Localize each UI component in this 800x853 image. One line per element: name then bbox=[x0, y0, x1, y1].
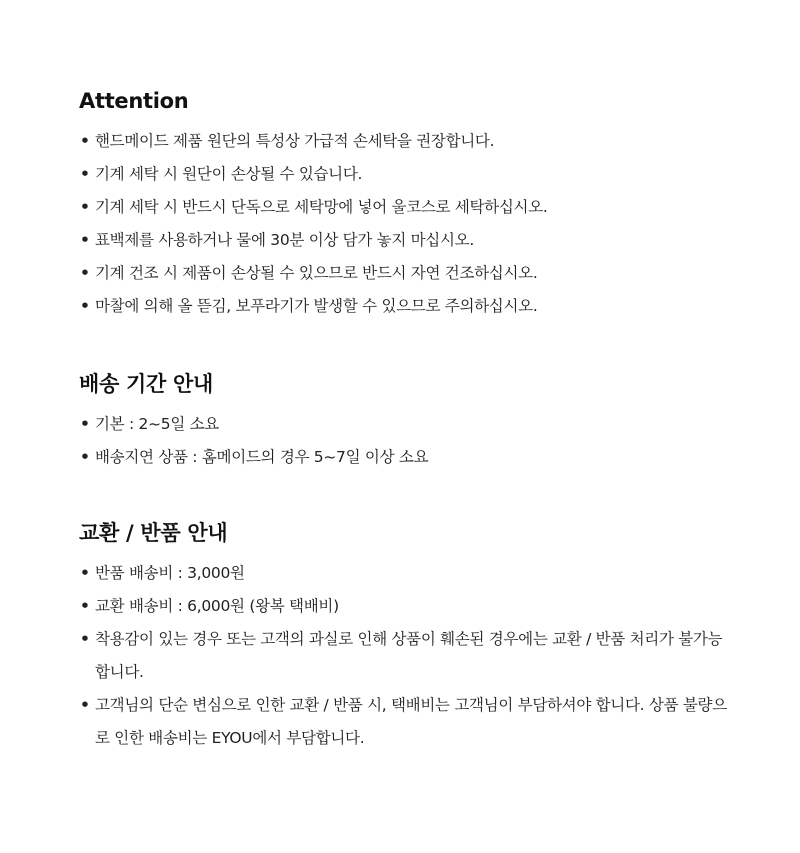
bullet-icon: • bbox=[80, 132, 90, 150]
list-item-text: 기계 세탁 시 원단이 손상될 수 있습니다. bbox=[95, 165, 363, 183]
attention-list bbox=[79, 125, 729, 323]
bullet-icon: • bbox=[80, 630, 90, 648]
list-item bbox=[79, 290, 729, 323]
list-item-text: 마찰에 의해 올 뜯김, 보푸라기가 발생할 수 있으므로 주의하십시오. bbox=[95, 297, 538, 315]
list-item bbox=[79, 191, 729, 224]
shipping-heading: 배송 기간 안내 bbox=[79, 372, 213, 396]
bullet-icon: • bbox=[80, 597, 90, 615]
attention-heading: Attention bbox=[79, 89, 189, 113]
list-item bbox=[79, 408, 729, 441]
list-item-text: 핸드메이드 제품 원단의 특성상 가급적 손세탁을 권장합니다. bbox=[95, 132, 495, 150]
list-item bbox=[79, 158, 729, 191]
bullet-icon: • bbox=[80, 448, 90, 466]
bullet-icon: • bbox=[80, 415, 90, 433]
list-item bbox=[79, 125, 729, 158]
attention-section bbox=[79, 86, 729, 323]
exchange-section bbox=[79, 518, 729, 755]
list-item bbox=[79, 590, 729, 623]
bullet-icon: • bbox=[80, 198, 90, 216]
list-item bbox=[79, 257, 729, 290]
list-item-text: 착용감이 있는 경우 또는 고객의 과실로 인해 상품이 훼손된 경우에는 교환 / 반품 처리가 불가능합니다. bbox=[95, 630, 723, 681]
list-item-text: 기계 세탁 시 반드시 단독으로 세탁망에 넣어 울코스로 세탁하십시오. bbox=[95, 198, 548, 216]
bullet-icon: • bbox=[80, 696, 90, 714]
bullet-icon: • bbox=[80, 165, 90, 183]
list-item-text: 고객님의 단순 변심으로 인한 교환 / 반품 시, 택배비는 고객님이 부담하셔야 합니다. 상품 불량으로 인한 배송비는 EYOU에서 부담합니다. bbox=[95, 696, 727, 747]
list-item-text: 교환 배송비 : 6,000원 (왕복 택배비) bbox=[95, 597, 339, 615]
list-item bbox=[79, 224, 729, 257]
list-item bbox=[79, 441, 729, 474]
list-item bbox=[79, 557, 729, 590]
bullet-icon: • bbox=[80, 231, 90, 249]
list-item-text: 기계 건조 시 제품이 손상될 수 있으므로 반드시 자연 건조하십시오. bbox=[95, 264, 538, 282]
shipping-section bbox=[79, 369, 729, 474]
list-item-text: 기본 : 2~5일 소요 bbox=[95, 415, 219, 433]
bullet-icon: • bbox=[80, 297, 90, 315]
list-item bbox=[79, 689, 729, 755]
list-item-text: 표백제를 사용하거나 물에 30분 이상 담가 놓지 마십시오. bbox=[95, 231, 474, 249]
list-item-text: 반품 배송비 : 3,000원 bbox=[95, 564, 245, 582]
bullet-icon: • bbox=[80, 564, 90, 582]
list-item bbox=[79, 623, 729, 689]
bullet-icon: • bbox=[80, 264, 90, 282]
shipping-list bbox=[79, 408, 729, 474]
exchange-heading: 교환 / 반품 안내 bbox=[79, 521, 228, 545]
list-item-text: 배송지연 상품 : 홈메이드의 경우 5~7일 이상 소요 bbox=[95, 448, 429, 466]
exchange-list bbox=[79, 557, 729, 755]
